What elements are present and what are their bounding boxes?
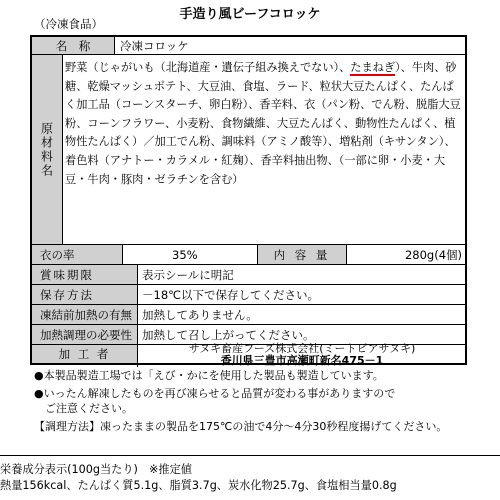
processor-name: サヌキ畜産フーズ株式会社(ミートピアサヌキ) <box>188 342 416 355</box>
note-refreeze: ●いったん解凍したものを再び凍らせると品質が変わる事がありますので <box>34 387 396 400</box>
coating-key: 衣の率 <box>40 248 75 262</box>
best-before-value: 表示シールに明記 <box>142 268 234 282</box>
food-label-table <box>30 35 467 365</box>
ingredients-key-cell <box>32 55 62 245</box>
product-title: 手造り風ビーフコロッケ <box>179 7 321 22</box>
note-factory: ●本製品製造工場では「えび・かにを使用した製品も製造しています。 <box>34 369 384 382</box>
nutrition-heading: 栄養成分表示(100g当たり) ※推定値 <box>0 463 192 476</box>
content-key: 内 容 量 <box>273 248 331 262</box>
processor-address: 香川県三豊市高瀬町新名475－1 <box>220 354 384 367</box>
ingredients-highlight: たまねぎ <box>350 61 396 74</box>
preheat-key: 凍結前加熱の有無 <box>40 308 132 322</box>
storage-value: －18℃以下で保存してください。 <box>142 288 320 302</box>
best-before-key: 賞味期限 <box>40 268 94 282</box>
processor-info <box>142 343 462 367</box>
divider <box>114 37 115 55</box>
preheat-value: 加熱してありません。 <box>142 308 258 322</box>
nutrition-block <box>0 462 500 494</box>
name-value: 冷凍コロッケ <box>120 39 189 53</box>
divider <box>122 245 123 265</box>
ingredients-part-2: ）、牛肉、砂糖、乾燥マッシュポテト、大豆油、食塩、ラード、粒状大豆たんぱく、たんぱく加工品（コーンスターチ、卵白粉）、香辛料、衣（パン粉、でん粉、脱脂大豆粉、コーンフラワー、小麦粉、食物繊維、大豆たんぱく、動物性たんぱく、植物性たんぱく）／加工でん粉、調味料（アミノ酸等）、増粘剤（キサンタン）、着色料（アナトー・カラメル・紅麹）、香辛料抽出物、（一部に卵・小麦・大豆・牛肉・豚肉・ゼラチンを含む） <box>65 61 461 186</box>
ingredients-key: 原材料名 <box>39 122 54 178</box>
content-value: 280g(4個) <box>404 248 462 262</box>
cooking-key: 加熱調理の必要性 <box>40 328 132 342</box>
storage-key: 保存方法 <box>40 288 94 302</box>
product-category: （冷凍食品） <box>34 17 103 31</box>
processor-key: 加 工 者 <box>58 347 111 361</box>
cooking-value: 加熱して召し上がってください。 <box>142 328 315 342</box>
coating-value: 35% <box>172 248 198 262</box>
divider <box>62 55 63 245</box>
ingredients-part-1: 野菜（じゃがいも（北海道産・遺伝子組み換えでない）、 <box>65 61 351 74</box>
divider <box>137 265 138 367</box>
name-key: 名 称 <box>55 39 91 53</box>
divider <box>346 245 347 265</box>
separator <box>0 455 500 456</box>
nutrition-values: 熱量156kcal、たんぱく質5.1g、脂質3.7g、炭水化物25.7g、食塩相当量0.8g <box>0 479 397 492</box>
note-refreeze-cont: ご注意ください。 <box>34 402 133 415</box>
divider <box>32 54 465 55</box>
ingredients-text <box>65 59 461 189</box>
note-cooking-method: 【調理方法】凍ったままの製品を175℃の油で4分～4分30秒程度揚げてください。 <box>34 420 448 433</box>
